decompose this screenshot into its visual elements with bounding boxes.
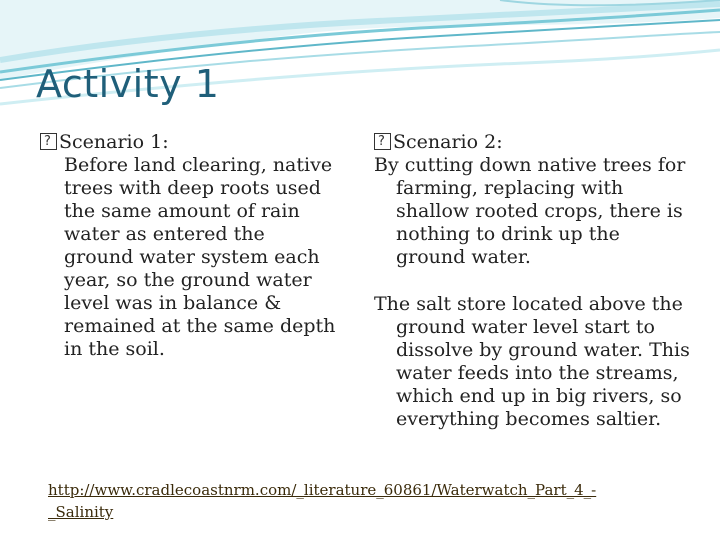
scenario-2-heading (374, 131, 694, 154)
slide-title: Activity 1 (36, 62, 220, 106)
scenario-2-paragraph-2: The salt store located above the ground water level start to dissolve by ground water. This water feeds into the streams, which end up in big rivers, so everything becomes saltier. (374, 293, 690, 430)
scenario-1-heading-text: Scenario 1: (59, 131, 169, 153)
bullet-icon (40, 133, 57, 150)
scenario-1-heading (40, 131, 340, 154)
source-link[interactable]: http://www.cradlecoastnrm.com/_literature_60861/Waterwatch_Part_4_-_Salinity (48, 481, 597, 521)
scenario-1-text: Before land clearing, native trees with deep roots used the same amount of rain water as entered the ground water system each year, so the ground water level was in balance & remained at the same depth in the soil. (64, 154, 336, 360)
scenario-1-block (40, 131, 340, 361)
bullet-icon (374, 133, 391, 150)
scenario-2-heading-text: Scenario 2: (393, 131, 503, 153)
scenario-2-block (374, 131, 694, 431)
scenario-2-paragraph-1: By cutting down native trees for farming, replacing with shallow rooted crops, there is nothing to drink up the ground water. (374, 154, 686, 268)
